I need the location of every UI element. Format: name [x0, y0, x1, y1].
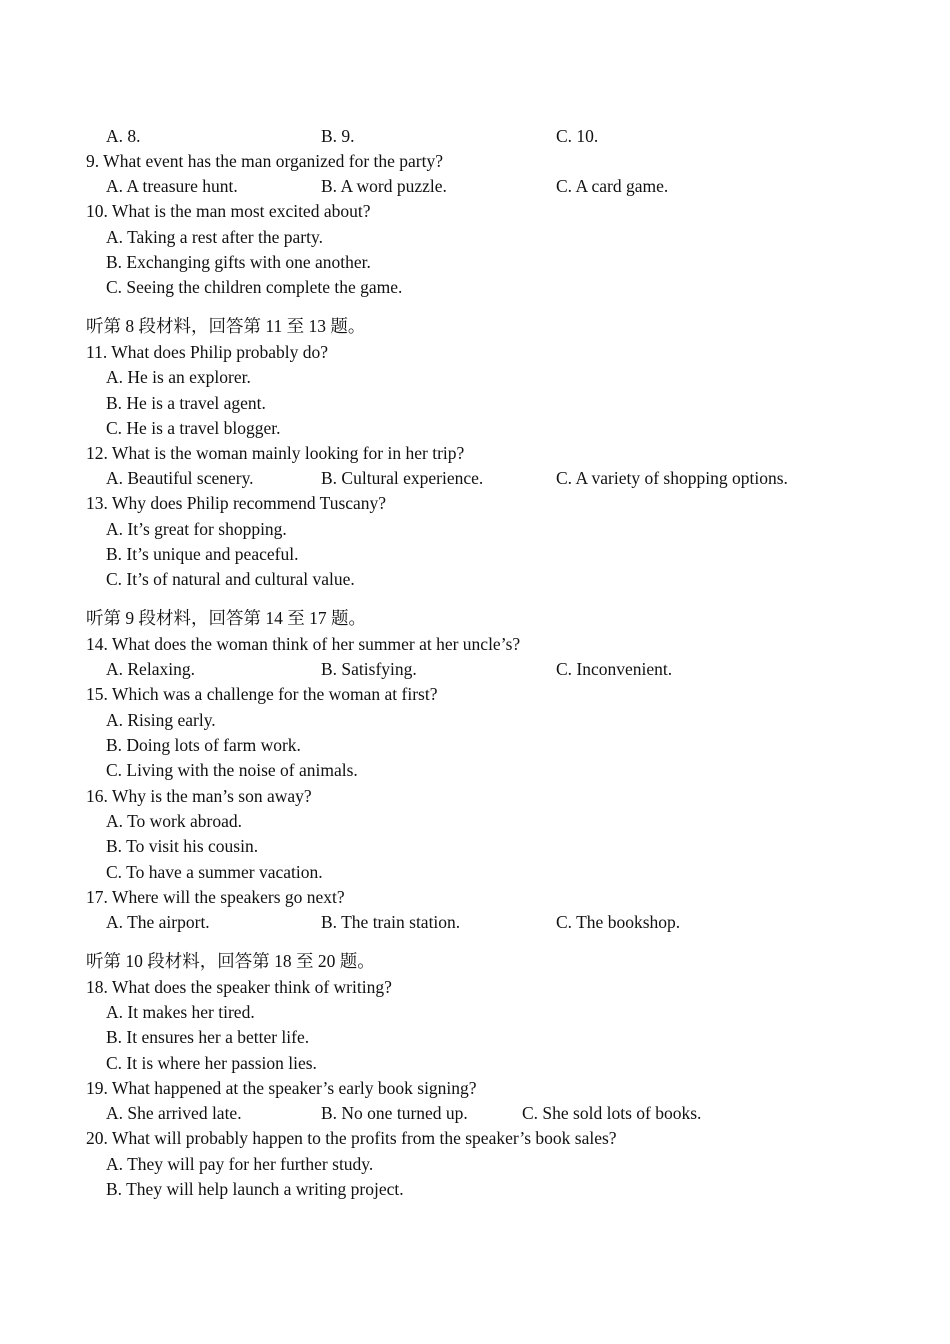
- q9-option-c: C. A card game.: [556, 176, 669, 196]
- q19-option-a: A. She arrived late.: [106, 1103, 242, 1123]
- q18-option-b: B. It ensures her a better life.: [106, 1027, 310, 1047]
- q15-option-b: B. Doing lots of farm work.: [106, 735, 301, 755]
- q14-option-c: C. Inconvenient.: [556, 659, 673, 679]
- q20-question: 20. What will probably happen to the profits from the speaker’s book sales?: [86, 1128, 617, 1148]
- q19-option-b: B. No one turned up.: [321, 1103, 468, 1123]
- q17-question: 17. Where will the speakers go next?: [86, 887, 345, 907]
- q11-option-c: C. He is a travel blogger.: [106, 418, 281, 438]
- q10-option-a: A. Taking a rest after the party.: [106, 227, 323, 247]
- q20-option-a: A. They will pay for her further study.: [106, 1154, 374, 1174]
- q13-question: 13. Why does Philip recommend Tuscany?: [86, 493, 387, 513]
- q9-option-a: A. A treasure hunt.: [106, 176, 238, 196]
- q16-option-a: A. To work abroad.: [106, 811, 242, 831]
- q12-option-c: C. A variety of shopping options.: [556, 468, 788, 488]
- q16-option-c: C. To have a summer vacation.: [106, 862, 323, 882]
- q10-option-b: B. Exchanging gifts with one another.: [106, 252, 371, 272]
- q12-option-b: B. Cultural experience.: [321, 468, 484, 488]
- q18-option-c: C. It is where her passion lies.: [106, 1053, 317, 1073]
- q8-option-a: A. 8.: [106, 126, 141, 146]
- q20-option-b: B. They will help launch a writing project.: [106, 1179, 404, 1199]
- q11-option-b: B. He is a travel agent.: [106, 393, 266, 413]
- q18-option-a: A. It makes her tired.: [106, 1002, 255, 1022]
- q13-option-c: C. It’s of natural and cultural value.: [106, 569, 355, 589]
- q16-question: 16. Why is the man’s son away?: [86, 786, 312, 806]
- q11-option-a: A. He is an explorer.: [106, 367, 251, 387]
- q9-question: 9. What event has the man organized for the party?: [86, 151, 443, 171]
- q10-question: 10. What is the man most excited about?: [86, 201, 371, 221]
- q19-question: 19. What happened at the speaker’s early book signing?: [86, 1078, 477, 1098]
- q15-option-c: C. Living with the noise of animals.: [106, 760, 358, 780]
- q8-option-c: C. 10.: [556, 126, 599, 146]
- q15-option-a: A. Rising early.: [106, 710, 216, 730]
- q17-option-b: B. The train station.: [321, 912, 461, 932]
- q16-option-b: B. To visit his cousin.: [106, 836, 259, 856]
- section-8-heading: 听第 8 段材料，回答第 11 至 13 题。: [86, 316, 366, 336]
- q17-option-a: A. The airport.: [106, 912, 210, 932]
- q10-option-c: C. Seeing the children complete the game.: [106, 277, 403, 297]
- q12-question: 12. What is the woman mainly looking for in her trip?: [86, 443, 465, 463]
- q8-option-b: B. 9.: [321, 126, 355, 146]
- q13-option-a: A. It’s great for shopping.: [106, 519, 287, 539]
- q17-option-c: C. The bookshop.: [556, 912, 681, 932]
- q14-option-a: A. Relaxing.: [106, 659, 195, 679]
- q18-question: 18. What does the speaker think of writing?: [86, 977, 392, 997]
- q14-option-b: B. Satisfying.: [321, 659, 417, 679]
- q14-question: 14. What does the woman think of her summer at her uncle’s?: [86, 634, 521, 654]
- q11-question: 11. What does Philip probably do?: [86, 342, 329, 362]
- q15-question: 15. Which was a challenge for the woman at first?: [86, 684, 438, 704]
- q9-option-b: B. A word puzzle.: [321, 176, 447, 196]
- q12-option-a: A. Beautiful scenery.: [106, 468, 254, 488]
- q19-option-c: C. She sold lots of books.: [522, 1103, 702, 1123]
- section-10-heading: 听第 10 段材料，回答第 18 至 20 题。: [86, 951, 375, 971]
- section-9-heading: 听第 9 段材料，回答第 14 至 17 题。: [86, 608, 366, 628]
- q13-option-b: B. It’s unique and peaceful.: [106, 544, 299, 564]
